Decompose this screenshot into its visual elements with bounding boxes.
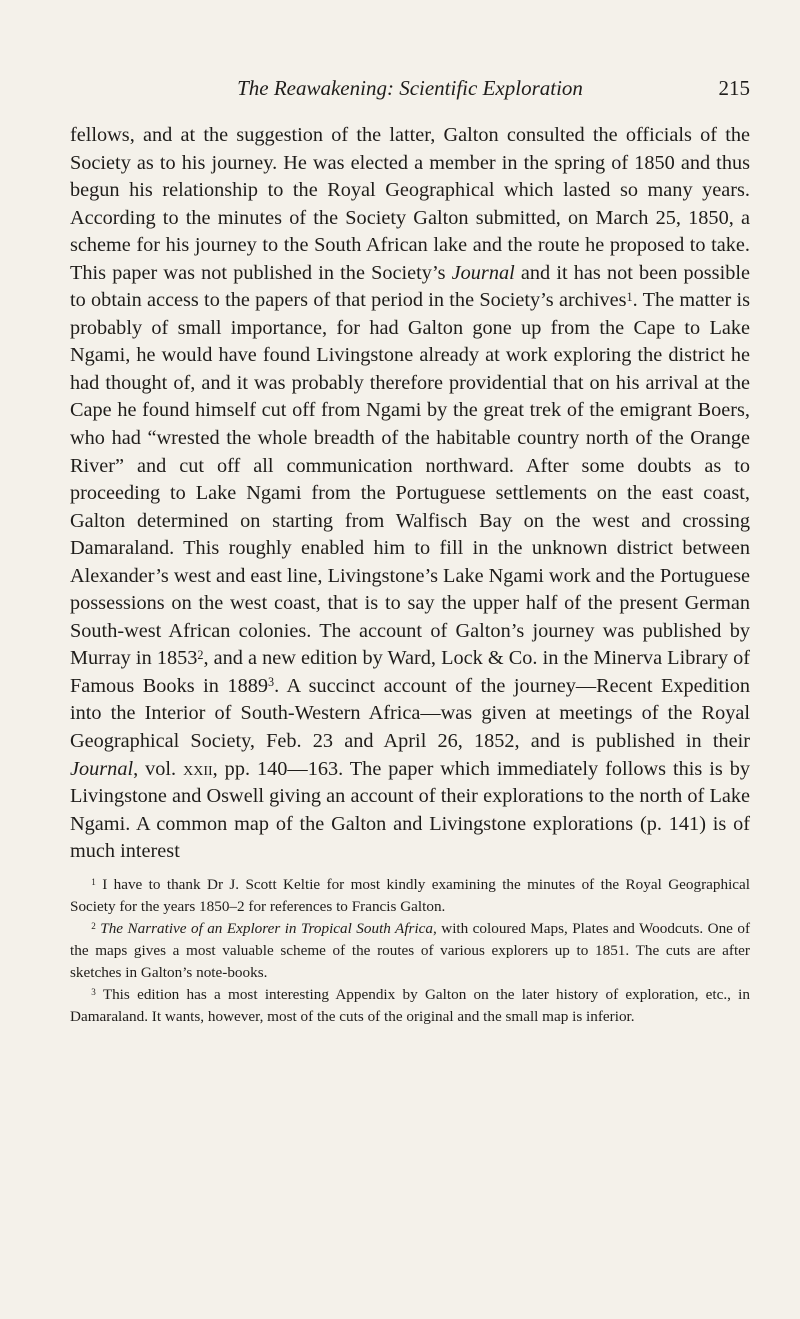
page-number: 215 (718, 76, 750, 100)
body-text (70, 122, 750, 866)
journal-title: Journal (451, 261, 515, 284)
book-title: The Narrative of an Explorer in Tropical South Africa (100, 919, 434, 937)
footnote-ref-3: 3 (268, 675, 275, 690)
footnote-1: $^1$ I have to thank Dr J. Scott Keltie for most kindly examining the minutes of the Royal Geographical Society for the years 1850–2 for references to Francis Galton. (70, 875, 750, 915)
book-page (70, 76, 750, 1028)
running-header (70, 76, 750, 116)
volume-number: xxii (183, 757, 213, 780)
footnote-ref-1: 1 (626, 289, 633, 304)
journal-title: Journal (70, 757, 134, 780)
footnotes (70, 874, 750, 1028)
main-paragraph: fellows, and at the suggestion of the latter, Galton consulted the officials of the Society as to his journey. He was elected a member in the spring of 1850 and thus begun his relationship to the Royal Geographical which lasted so many years. According to the minutes of the Society Galton submitted, on March 25, 1850, a scheme for his journey to the South African lake and the route he proposed to take. This paper was not published in the Society’s Journal and it has not been possible to obtain access to the papers of that period in the Society’s archives$^1$. The matter is probably of small importance, for had Galton gone up from the Cape to Lake Ngami, he would have found Livingstone already at work exploring the district he had thought of, and it was probably therefore providential that on his arrival at the Cape he found himself cut off from Ngami by the great trek of the emigrant Boers, who had “wrested the whole breadth of the habitable country north of the Orange River” and cut off all communication northward. After some doubts as to proceeding to Lake Ngami from the Portuguese settlements on the east coast, Galton determined on starting from Walfisch Bay on the west and crossing Damaraland. This roughly enabled him to fill in the unknown district between Alexander’s west and east line, Livingstone’s Lake Ngami work and the Portuguese possessions on the west coast, that is to say the upper half of the present German South-west African colonies. The account of Galton’s journey was published by Murray in 1853$^2$, and a new edition by Ward, Lock & Co. in the Minerva Library of Famous Books in 1889$^3$. A succinct account of the journey—Recent Expedition into the Interior of South-Western Africa—was given at meetings of the Royal Geographical Society, Feb. 23 and April 26, 1852, and is published in their Journal, vol. xxii, pp. 140—163. The paper which immediately follows this is by Livingstone and Oswell giving an account of their explorations to the north of Lake Ngami. A common map of the Galton and Livingstone explorations (p. 141) is of much interest (70, 124, 751, 863)
footnote-3: $^3$ This edition has a most interesting Appendix by Galton on the later history of exploration, etc., in Damaraland. It wants, however, most of the cuts of the original and the small map is inferior. (70, 985, 750, 1025)
running-title: The Reawakening: Scientific Exploration (237, 76, 583, 100)
footnote-ref-2: 2 (197, 647, 204, 662)
footnote-2: $^2$ The Narrative of an Explorer in Tropical South Africa, with coloured Maps, Plates and Woodcuts. One of the maps gives a most valuable scheme of the routes of various explorers up to 1851. The cuts are after sketches in Galton’s note-books. (70, 919, 751, 981)
